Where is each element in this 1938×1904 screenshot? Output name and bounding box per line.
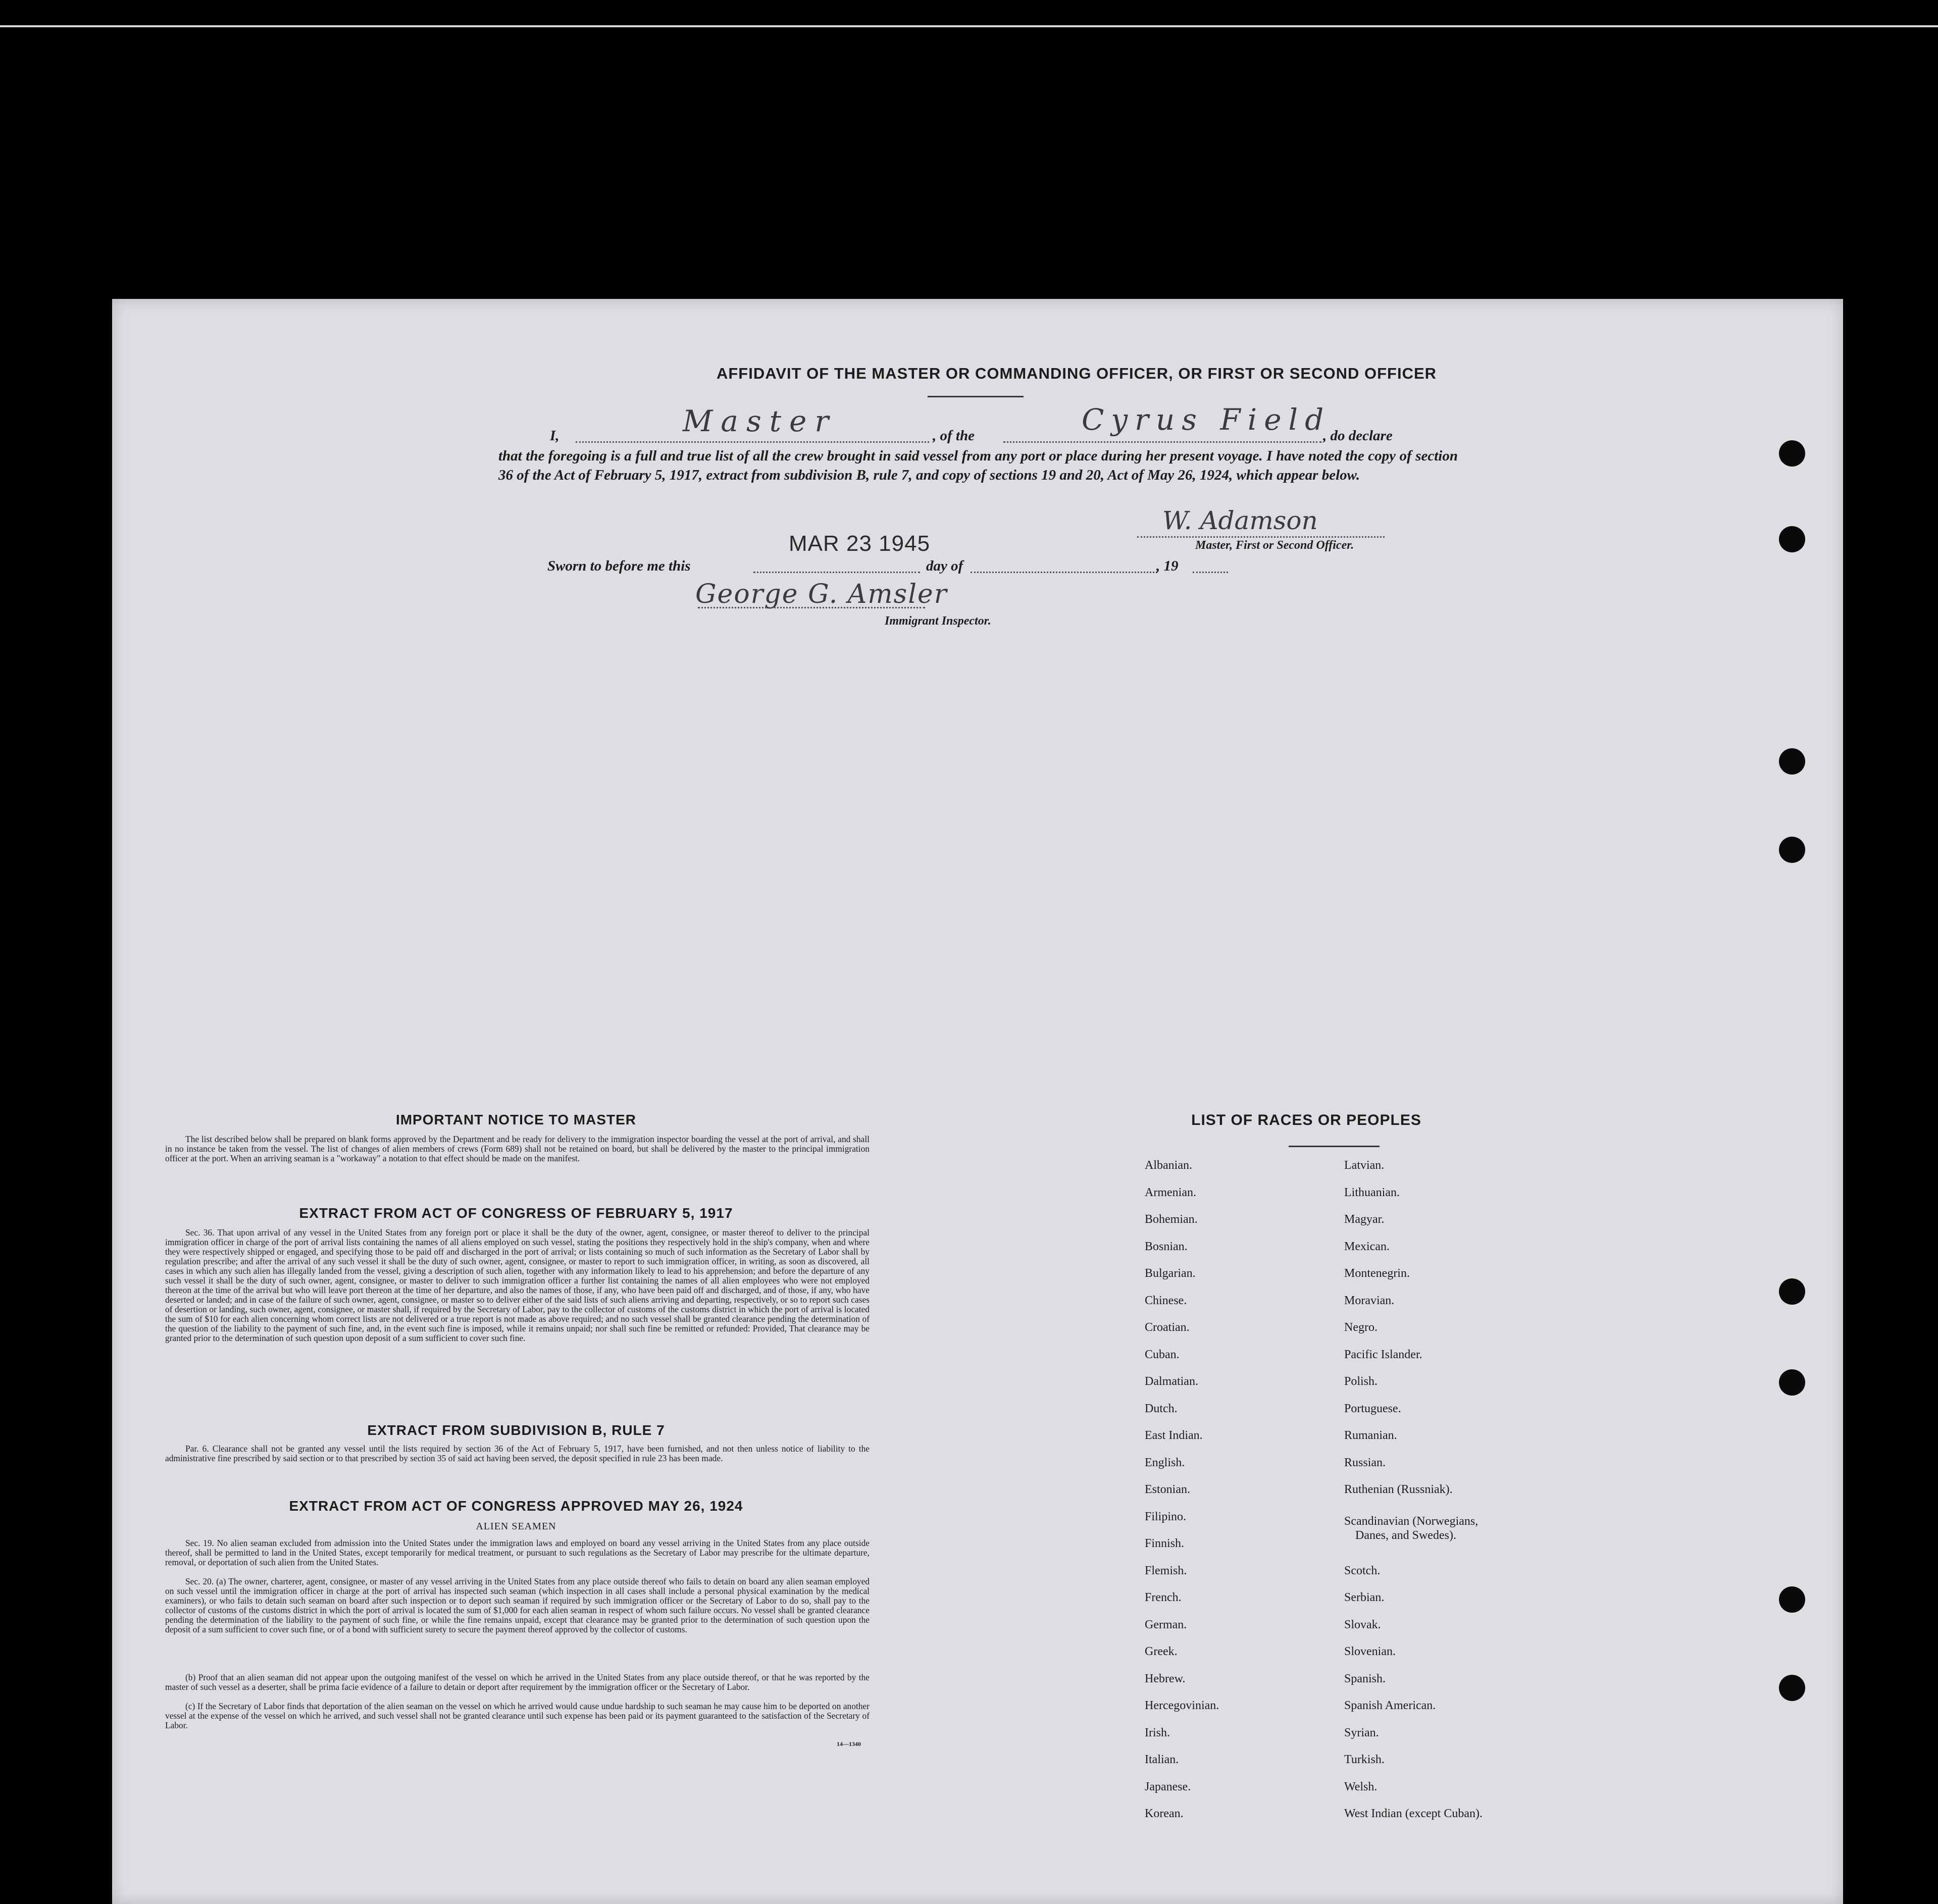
race-item: West Indian (except Cuban). [1344, 1807, 1483, 1820]
race-item: Italian. [1145, 1753, 1179, 1766]
race-item: Negro. [1344, 1321, 1378, 1334]
race-item: Slovak. [1344, 1618, 1381, 1631]
race-item: Magyar. [1344, 1213, 1385, 1226]
race-item: Hercegovinian. [1145, 1699, 1219, 1712]
sworn-year: , 19 [1156, 558, 1179, 574]
document-page [112, 299, 1843, 1904]
race-item: Armenian. [1145, 1186, 1196, 1199]
race-item: Irish. [1145, 1726, 1170, 1739]
race-item: Russian. [1344, 1456, 1386, 1469]
race-item: Syrian. [1344, 1726, 1379, 1739]
race-item: Moravian. [1344, 1294, 1395, 1307]
race-item: Latvian. [1344, 1159, 1385, 1172]
extract-1917-title: EXTRACT FROM ACT OF CONGRESS OF FEBRUARY 5, 1917 [299, 1205, 733, 1221]
affidavit-title: AFFIDAVIT OF THE MASTER OR COMMANDING OFFICER, OR FIRST OR SECOND OFFICER [716, 365, 1437, 382]
affidavit-body: that the foregoing is a full and true list of all the crew brought in said vessel from any port or place during her present voyage. I have noted the copy of section 36 of the Act of February 5, 1917, extract from subdivision B, rule 7, and copy of sections 19 and 20, Act of May 26, 1924, which appear below. [498, 448, 1458, 483]
handwritten-vessel: Cyrus Field [1082, 402, 1331, 437]
race-item: Welsh. [1344, 1780, 1378, 1793]
race-item: Dalmatian. [1145, 1375, 1198, 1388]
race-item: Montenegrin. [1344, 1267, 1410, 1280]
race-item: Dutch. [1145, 1402, 1178, 1415]
race-item: Chinese. [1145, 1294, 1187, 1307]
vessel-line [1003, 441, 1321, 443]
master-signature: W. Adamson [1162, 506, 1318, 535]
scan-top-line [0, 25, 1938, 27]
race-item: Scandinavian (Norwegians, [1344, 1515, 1478, 1528]
punch-hole [1779, 1369, 1805, 1396]
race-item: Greek. [1145, 1645, 1178, 1658]
punch-hole [1779, 1278, 1805, 1305]
sworn-prefix: Sworn to before me this [547, 558, 691, 574]
race-item: Bohemian. [1145, 1213, 1198, 1226]
sworn-year-line [1193, 572, 1228, 573]
race-item: French. [1145, 1591, 1182, 1604]
punch-hole [1779, 1586, 1805, 1613]
race-item: Cuban. [1145, 1348, 1180, 1361]
master-signature-line [1137, 536, 1385, 538]
affidavit-i: I, [550, 428, 559, 444]
race-item: Danes, and Swedes). [1355, 1529, 1456, 1542]
notice-title: IMPORTANT NOTICE TO MASTER [395, 1112, 637, 1127]
race-item: Finnish. [1145, 1537, 1185, 1550]
race-item: Estonian. [1145, 1483, 1190, 1496]
race-item: Japanese. [1145, 1780, 1191, 1793]
race-item: Rumanian. [1344, 1429, 1397, 1442]
races-title: LIST OF RACES OR PEOPLES [1191, 1112, 1421, 1128]
race-item: Scotch. [1344, 1564, 1381, 1577]
punch-hole [1779, 440, 1805, 467]
extract-rule7-title: EXTRACT FROM SUBDIVISION B, RULE 7 [367, 1422, 665, 1438]
race-item: Spanish American. [1344, 1699, 1436, 1712]
extract-1917-text: Sec. 36. That upon arrival of any vessel in the United States from any foreign port or place it shall be the duty of the owner, agent, consignee, or master thereof to deliver to the principal immigration officer in charge of the port of arrival lists containing the names of all aliens employed on such vessel, stating the positions they respectively hold in the ship's company, when and where they were respectively shipped or engaged, and specifying those to be paid off and discharged in the port of arrival; or lists containing so much of such information as the Secretary of Labor shall by regulation prescribe; and after the arrival of any such vessel it shall be the duty of such owner, agent, consignee, or master to report to such immigration officer, in writing, as soon as discovered, all cases in which any such alien has illegally landed from the vessel, giving a description of such alien, together with any information likely to lead to his apprehension; and before the departure of any such vessel it shall be the duty of such owner, agent, consignee, or master to deliver to such immigration officer a further list containing the names of all alien employees who were not employed thereon at the time of the arrival but who will leave port thereon at the time of her departure, and also the names of those, if any, who have been paid off and discharged, and of those, if any, who have deserted or landed; and in case of the failure of such owner, agent, consignee, or master so to deliver either of the said lists of such aliens arriving and departing, respectively, or so to report such cases of desertion or landing, such owner, agent, consignee, or master shall, if required by the Secretary of Labor, pay to the collector of customs of the customs district in which the port of arrival is located the sum of $10 for each alien concerning whom correct lists are not delivered or a true report is not made as above required; and no such vessel shall be granted clearance pending the determination of the question of the liability to the payment of such fine, and, in the event such fine is imposed, while it remains unpaid; nor shall such fine be remitted or refunded: Provided, That clearance may be granted prior to the determination of such question upon deposit of a sum sufficient to cover such fine. [165, 1227, 870, 1343]
race-item: Bulgarian. [1145, 1267, 1196, 1280]
extract-1924-sec20a: Sec. 20. (a) The owner, charterer, agent, consignee, or master of any vessel arriving in the United States from any place outside thereof who fails to detain on board any alien seaman employed on such vessel until the immigration officer in charge at the port of arrival has inspected such seaman (which inspection in all cases shall include a personal physical examination by the medical examiners), or who fails to detain such seaman on board after such inspection or to deport such seaman if required by such immigration officer or the Secretary of Labor to do so, shall pay to the collector of customs of the customs district in which the port of arrival is located the sum of $1,000 for each alien seaman in respect of whom such failure occurs. No vessel shall be granted clearance pending the determination of the liability to the payment of such fine, or while the fine remains unpaid, except that clearance may be granted prior to the determination of such question upon the deposit of a sum sufficient to cover such fine, or of a bond with sufficient surety to secure the payment thereof approved by the collector of customs. [165, 1576, 870, 1634]
race-item: Pacific Islander. [1344, 1348, 1422, 1361]
punch-hole [1779, 837, 1805, 863]
race-item: Portuguese. [1344, 1402, 1401, 1415]
race-item: Bosnian. [1145, 1240, 1188, 1253]
sworn-day-of: day of [926, 558, 963, 574]
race-item: East Indian. [1145, 1429, 1203, 1442]
sworn-date-line [753, 572, 920, 573]
race-item: Lithuanian. [1344, 1186, 1400, 1199]
races-title-rule [1289, 1146, 1380, 1147]
race-item: English. [1145, 1456, 1185, 1469]
sworn-month-line [971, 572, 1157, 573]
master-label: Master, First or Second Officer. [1195, 539, 1354, 552]
punch-hole [1779, 526, 1805, 552]
race-item: Flemish. [1145, 1564, 1187, 1577]
date-stamp: MAR 23 1945 [789, 531, 931, 556]
race-item: German. [1145, 1618, 1187, 1631]
race-item: Hebrew. [1145, 1672, 1186, 1685]
race-item: Mexican. [1344, 1240, 1390, 1253]
race-item: Ruthenian (Russniak). [1344, 1483, 1453, 1496]
extract-1924-sec19: Sec. 19. No alien seaman excluded from admission into the United States under the immigration laws and employed on board any vessel arriving in the United States from any place outside thereof, shall be permitted to land in the United States, except temporarily for medical treatment, or pursuant to such regulations as the Secretary of Labor may prescribe for the ultimate departure, removal, or deportation of such alien from the United States. [165, 1538, 870, 1567]
race-item: Serbian. [1344, 1591, 1385, 1604]
affidavit-of-the: , of the [933, 428, 975, 444]
punch-hole [1779, 748, 1805, 775]
extract-1924-sec20c: (c) If the Secretary of Labor finds that deportation of the alien seaman on the vessel on which he arrived would cause undue hardship to such seaman he may cause him to be deported on another vessel at the expense of the vessel on which he arrived, and such vessel shall not be granted clearance until such expense has been paid or its payment guaranteed to the satisfaction of the Secretary of Labor. [165, 1701, 870, 1730]
extract-rule7-text: Par. 6. Clearance shall not be granted any vessel until the lists required by section 36 of the Act of February 5, 1917, have been furnished, and not then unless notice of liability to the administrative fine prescribed by said section or to that prescribed by section 35 of said act having been served, the deposit specified in rule 23 has been made. [165, 1444, 870, 1463]
extract-1924-subtitle: ALIEN SEAMEN [476, 1521, 556, 1532]
title-rule [928, 396, 1024, 397]
extract-1924-title: EXTRACT FROM ACT OF CONGRESS APPROVED MAY 26, 1924 [289, 1498, 743, 1514]
notice-text: The list described below shall be prepared on blank forms approved by the Department and be ready for delivery to the immigration inspector boarding the vessel at the port of arrival, and shall in no instance be taken from the vessel. The list of changes of alien members of crews (Form 689) shall not be retained on board, but shall be delivered by the master to the principal immigration officer at the port. When an arriving seaman is a "workaway" a notation to that effect should be made on the manifest. [165, 1134, 870, 1163]
race-item: Turkish. [1344, 1753, 1385, 1766]
race-item: Spanish. [1344, 1672, 1386, 1685]
affidavit-do-declare: , do declare [1323, 428, 1393, 444]
race-item: Korean. [1145, 1807, 1184, 1820]
rank-line [576, 441, 929, 443]
race-item: Croatian. [1145, 1321, 1190, 1334]
race-item: Polish. [1344, 1375, 1378, 1388]
race-item: Filipino. [1145, 1510, 1187, 1523]
punch-hole [1779, 1675, 1805, 1701]
inspector-signature: George G. Amsler [695, 579, 948, 609]
inspector-signature-line [698, 607, 925, 608]
extract-1924-sec20b: (b) Proof that an alien seaman did not appear upon the outgoing manifest of the vessel on which he arrived in the United States from any place outside thereof, or that he was reported by the master of such vessel as a deserter, shall be prima facie evidence of a failure to detain or deport after requirement by the immigration officer or the Secretary of Labor. [165, 1672, 870, 1692]
form-number: 14—1340 [837, 1740, 861, 1747]
race-item: Albanian. [1145, 1159, 1192, 1172]
inspector-label: Immigrant Inspector. [885, 614, 991, 628]
race-item: Slovenian. [1344, 1645, 1396, 1658]
handwritten-rank: Master [683, 404, 837, 438]
